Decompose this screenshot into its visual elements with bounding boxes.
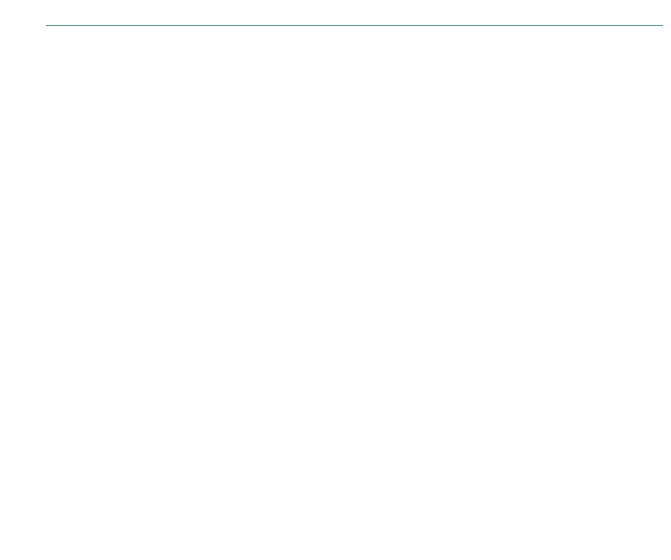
table-header-row [46,10,663,26]
lab-results-document [46,0,663,26]
cut-off-previous-line [46,0,663,10]
